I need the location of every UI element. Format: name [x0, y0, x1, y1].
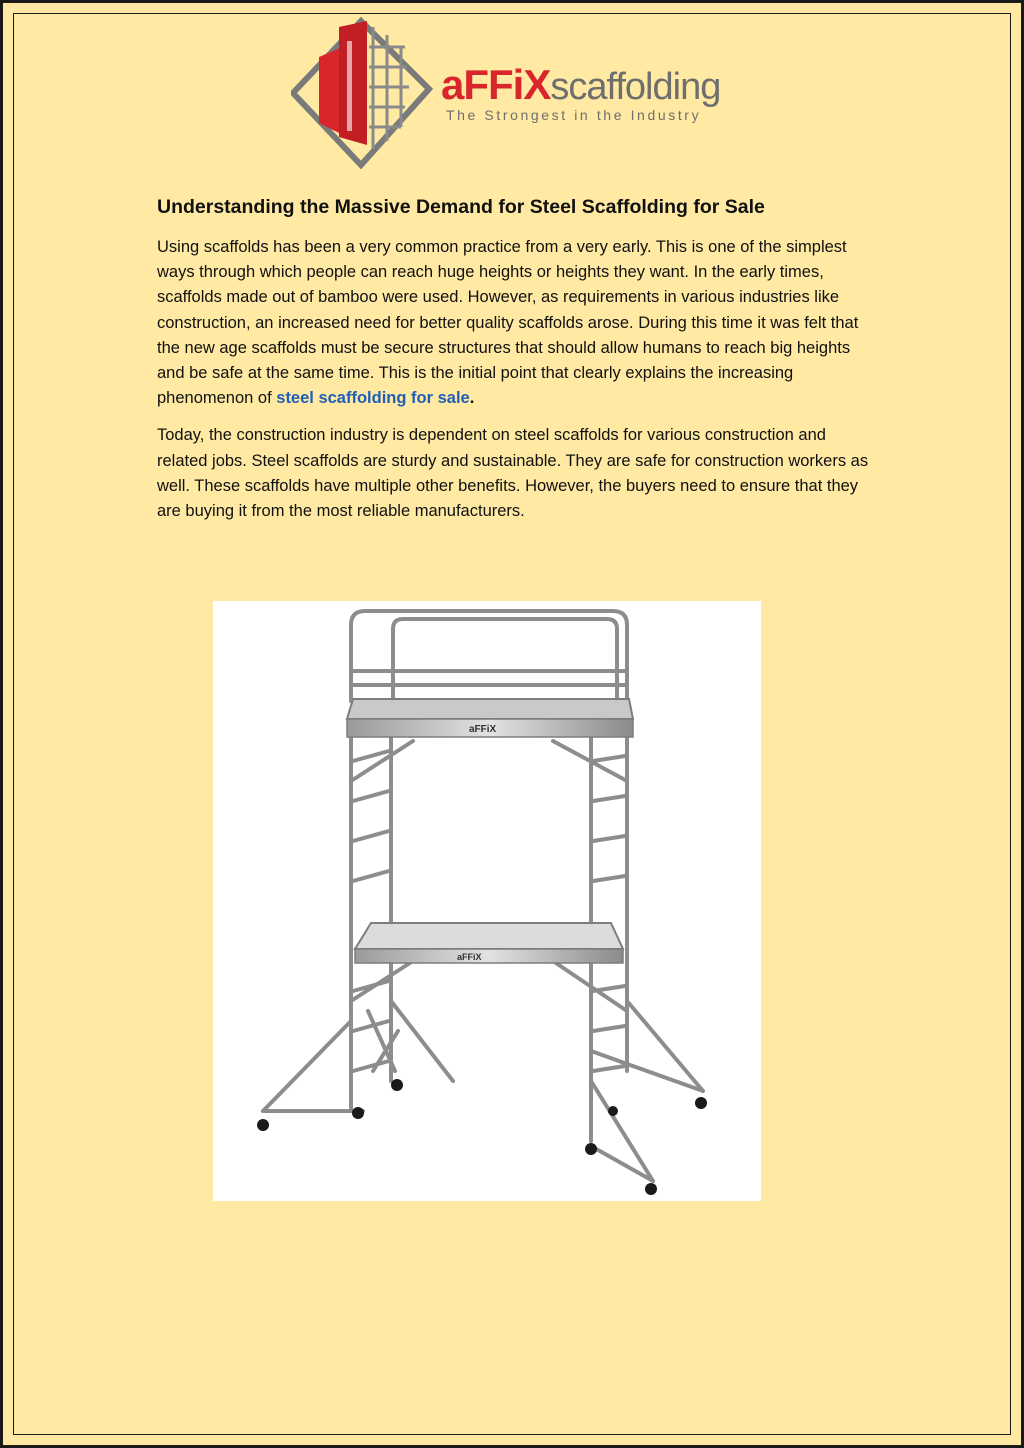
top-platform-label: aFFiX [469, 724, 497, 735]
paragraph-1-text: Using scaffolds has been a very common practice from a very early. This is one of the simplest ways through which people can reach huge heights or heights they want. In the early times, scaffolds made out of bamboo were used. However, as requirements in various industries like construction, an increased need for better quality scaffolds arose. During this time it was felt that the new age scaffolds must be secure structures that should allow humans to reach big heights and be safe at the same time. This is the initial point that clearly explains the increasing phenomenon of [157, 238, 859, 408]
rolling-scaffold-image [213, 601, 761, 1201]
article-paragraph-1 [157, 235, 877, 411]
brand-name [441, 61, 721, 108]
paragraph-1-period: . [469, 389, 475, 408]
lower-platform-label: aFFiX [457, 952, 482, 962]
brand-affix: aFFiX [441, 61, 551, 108]
article-title: Understanding the Massive Demand for Steel Scaffolding for Sale [157, 196, 765, 218]
scaffold-photo [213, 601, 761, 1201]
brand-scaffolding: scaffolding [550, 66, 721, 108]
steel-scaffolding-link[interactable]: steel scaffolding for sale [276, 389, 470, 408]
brand-tagline: The Strongest in the Industry [446, 107, 702, 123]
article [157, 193, 877, 536]
article-paragraph-2: Today, the construction industry is dependent on steel scaffolds for various construction and related jobs. Steel scaffolds are sturdy and sustainable. They are safe for construction workers as well. These scaffolds have multiple other benefits. However, the buyers need to ensure that they are buying it from the most reliable manufacturers. [157, 426, 869, 521]
